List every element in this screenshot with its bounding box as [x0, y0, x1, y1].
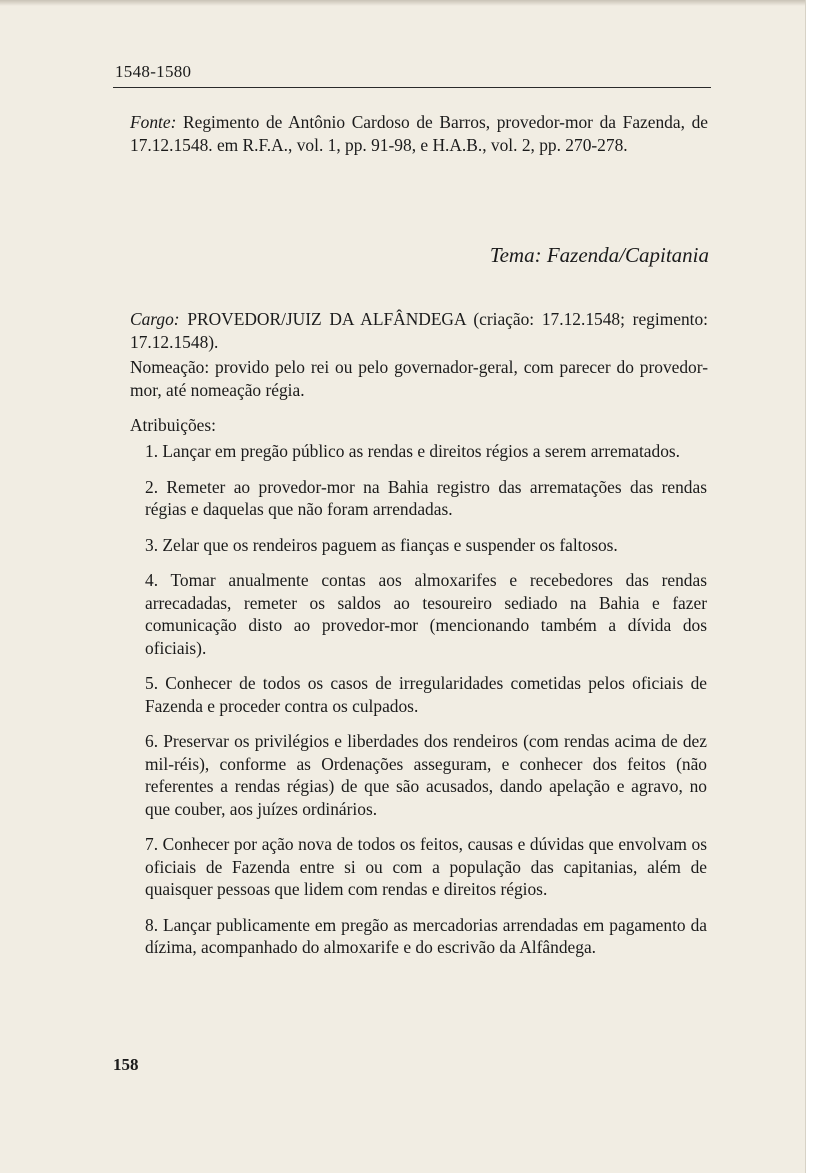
tema-heading: Tema: Fazenda/Capitania — [489, 243, 709, 267]
nomeacao-text: Nomeação: provido pelo rei ou pelo governador-geral, com parecer do provedor-mor, até nomeação régia. — [130, 357, 708, 400]
cargo-label: Cargo: — [130, 309, 180, 329]
list-item: 6. Preservar os privilégios e liberdades dos rendeiros (com rendas acima de dez mil-réis), conforme as Ordenações asseguram, e conhecer dos feitos (não referentes a rendas régias) de que são acusados, dando apelação e agravo, no que couber, aos juízes ordinários. — [145, 731, 707, 819]
list-item: 2. Remeter ao provedor-mor na Bahia registro das arrematações das rendas régias e daquelas que não foram arrendadas. — [145, 476, 707, 519]
list-item: 3. Zelar que os rendeiros paguem as fianças e suspender os faltosos. — [145, 534, 618, 555]
list-item: 5. Conhecer de todos os casos de irregularidades cometidas pelos oficiais de Fazenda e proceder contra os culpados. — [145, 673, 707, 716]
page-number: 158 — [113, 1055, 139, 1074]
cargo-text: PROVEDOR/JUIZ DA ALFÂNDEGA (criação: 17.12.1548; regimento: 17.12.1548). — [130, 309, 708, 352]
list-item: 8. Lançar publicamente em pregão as mercadorias arrendadas em pagamento da dízima, acompanhado do almoxarife e do escrivão da Alfândega. — [145, 914, 707, 957]
fonte-label: Fonte: — [130, 112, 177, 132]
list-item: 1. Lançar em pregão público as rendas e direitos régios a serem arrematados. — [145, 441, 681, 461]
page-top-shadow — [0, 0, 805, 6]
fonte-paragraph — [130, 111, 708, 156]
atribuicoes-list — [145, 440, 707, 972]
header-rule — [113, 87, 711, 88]
list-item: 7. Conhecer por ação nova de todos os feitos, causas e dúvidas que envolvam os oficiais de Fazenda entre si ou com a população das capitanias, além de quaisquer pessoas que lidem com rendas e direitos régios. — [145, 834, 707, 899]
fonte-text: Regimento de Antônio Cardoso de Barros, provedor-mor da Fazenda, de 17.12.1548. em R.F.A., vol. 1, pp. 91-98, e H.A.B., vol. 2, pp. 270-278. — [130, 112, 708, 155]
nomeacao-paragraph — [130, 356, 708, 401]
atribuicoes-label: Atribuições: — [130, 415, 216, 435]
cargo-paragraph — [130, 308, 708, 353]
running-header-year-range: 1548-1580 — [115, 62, 192, 81]
list-item: 4. Tomar anualmente contas aos almoxarifes e recebedores das rendas arrecadadas, remeter os saldos ao tesoureiro sediado na Bahia e fazer comunicação disto ao provedor-mor (mencionando também a dívida dos oficiais). — [145, 570, 707, 658]
